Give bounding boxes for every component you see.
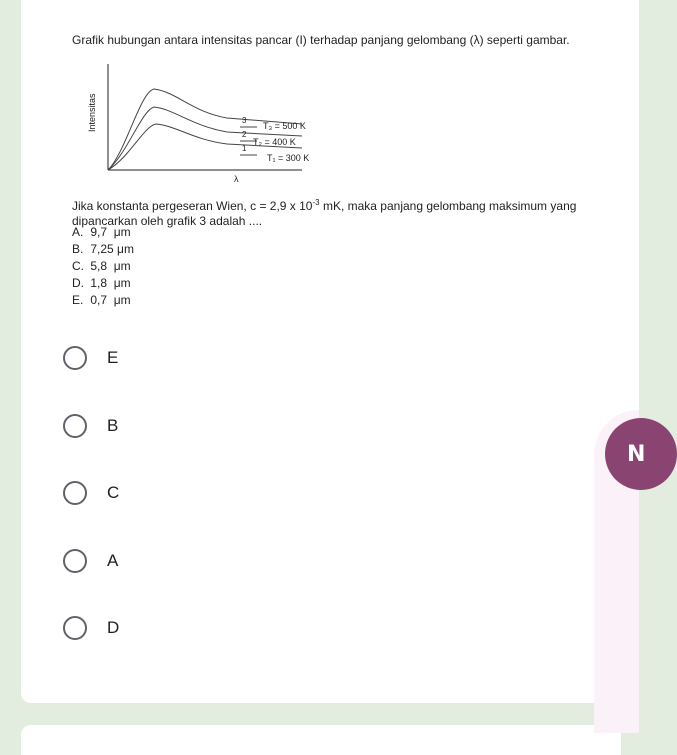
wien-constant: c = 2,9 x 10 <box>250 199 313 213</box>
answer-option: E. 0,7 μm <box>72 293 131 307</box>
choice-b[interactable] <box>63 411 118 441</box>
choice-e[interactable] <box>63 343 118 373</box>
answer-option: A. 9,7 μm <box>72 225 131 239</box>
choice-c[interactable] <box>63 478 119 508</box>
choice-label: D <box>107 618 120 637</box>
curve-number-3: 3 <box>242 116 247 125</box>
next-question-card <box>21 725 621 755</box>
legend-t2: T₂ = 400 K <box>253 137 296 147</box>
curve-number-2: 2 <box>242 130 247 139</box>
radio-button[interactable] <box>63 481 87 505</box>
choice-a[interactable] <box>63 546 118 576</box>
question-text-after: mK, maka panjang gelombang maksimum yang dipancarkan oleh grafik 3 adalah .... <box>72 199 577 228</box>
assistant-button[interactable] <box>605 418 677 490</box>
choice-label: C <box>107 483 120 502</box>
curve-number-1: 1 <box>242 144 247 153</box>
question-image <box>48 24 628 314</box>
choice-d[interactable] <box>63 613 119 643</box>
question-text-before: Jika konstanta pergeseran Wien, <box>72 199 247 213</box>
choice-label: E <box>107 348 119 367</box>
radio-button[interactable] <box>63 414 87 438</box>
intensity-graph <box>82 62 362 192</box>
radio-button[interactable] <box>63 346 87 370</box>
answer-option: C. 5,8 μm <box>72 259 131 273</box>
question-text <box>72 195 632 229</box>
legend-t1: T₁ = 300 K <box>267 153 310 163</box>
radio-button[interactable] <box>63 549 87 573</box>
graph-xlabel: λ <box>234 174 239 184</box>
question-intro: Grafik hubungan antara intensitas pancar (I) terhadap panjang gelombang (λ) seperti gambar. <box>72 33 570 47</box>
choice-label: A <box>107 551 119 570</box>
answer-option: D. 1,8 μm <box>72 276 131 290</box>
answer-option: B. 7,25 μm <box>72 242 134 256</box>
choice-label: B <box>107 416 119 435</box>
legend-t3: T₃ = 500 K <box>263 121 306 131</box>
graph-ylabel: Intensitas <box>87 93 97 132</box>
n-icon: N <box>627 441 646 467</box>
wien-exponent: -3 <box>312 198 320 207</box>
radio-button[interactable] <box>63 616 87 640</box>
